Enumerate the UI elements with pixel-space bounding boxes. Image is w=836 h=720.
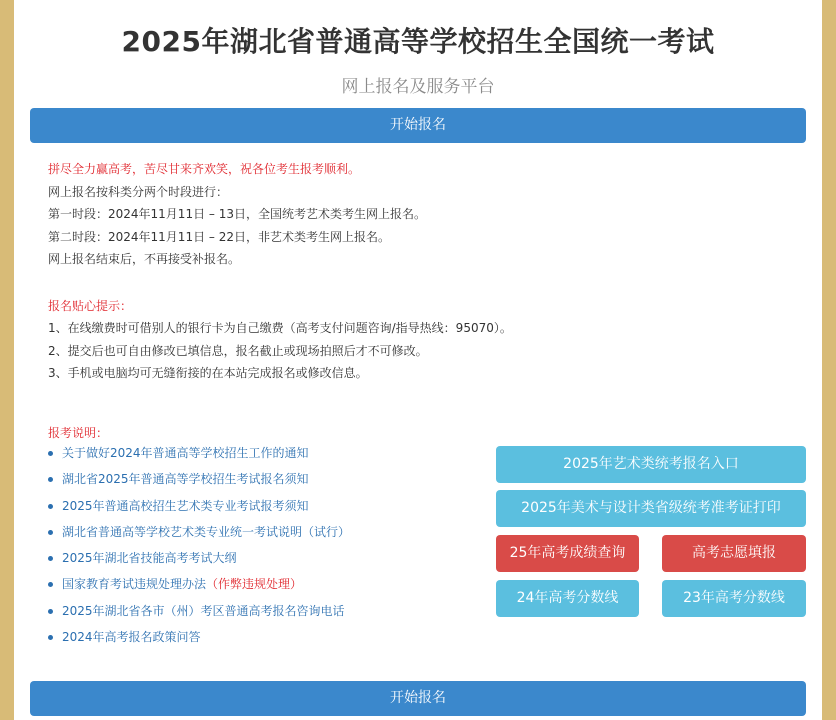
- explanation-link[interactable]: 2025年普通高校招生艺术类专业考试报考须知: [48, 493, 508, 519]
- main-panel: [14, 0, 822, 720]
- slogan-text: 拼尽全力赢高考，苦尽甘来齐欢笑，祝各位考生报考顺利。: [48, 162, 361, 176]
- start-registration-button-bottom[interactable]: 开始报名: [30, 681, 806, 716]
- explanation-link[interactable]: 湖北省2025年普通高等学校招生考试报名须知: [48, 466, 508, 492]
- page-title: 2025年湖北省普通高等学校招生全国统一考试: [121, 25, 715, 58]
- art-admission-ticket-button[interactable]: 2025年美术与设计类省级统考准考证打印: [496, 490, 806, 527]
- explanation-heading: 报考说明：: [48, 425, 109, 440]
- art-entry-button[interactable]: 2025年艺术类统考报名入口: [496, 446, 806, 483]
- notice-line: 第二时段：2024年11月11日 – 22日，非艺术类考生网上报名。: [48, 229, 390, 244]
- volunteer-button[interactable]: 高考志愿填报: [662, 535, 806, 572]
- tip-item: 1、在线缴费时可借别人的银行卡为自己缴费（高考支付问题咨询/指导热线：95070）。: [48, 321, 512, 335]
- score-line-24-button[interactable]: 24年高考分数线: [496, 580, 639, 617]
- tips-heading: 报名贴心提示：: [48, 298, 133, 313]
- explanation-links: [48, 440, 508, 650]
- notice-section: [48, 158, 788, 444]
- score-line-23-button[interactable]: 23年高考分数线: [662, 580, 806, 617]
- notice-line: 第一时段：2024年11月11日 – 13日，全国统考艺术类考生网上报名。: [48, 207, 426, 221]
- explanation-link[interactable]: 湖北省普通高等学校艺术类专业统一考试说明（试行）: [48, 519, 508, 545]
- page-subtitle: 网上报名及服务平台: [341, 77, 495, 97]
- tip-item: 3、手机或电脑均可无缝衔接的在本站完成报名或修改信息。: [48, 366, 368, 380]
- notice-line: 网上报名按科类分两个时段进行：: [48, 184, 229, 199]
- explanation-link[interactable]: 2025年湖北省各市（州）考区普通高考报名咨询电话: [48, 598, 508, 624]
- tip-item: 2、提交后也可自由修改已填信息，报名截止或现场拍照后才不可修改。: [48, 343, 428, 358]
- explanation-link[interactable]: 国家教育考试违规处理办法（作弊违规处理）: [48, 571, 508, 597]
- explanation-link[interactable]: 2024年高考报名政策问答: [48, 624, 508, 650]
- score-query-button[interactable]: 25年高考成绩查询: [496, 535, 639, 572]
- explanation-link[interactable]: 关于做好2024年普通高等学校招生工作的通知: [48, 440, 508, 466]
- violation-note[interactable]: （作弊违规处理）: [206, 577, 303, 592]
- notice-line: 网上报名结束后，不再接受补报名。: [48, 252, 241, 266]
- start-registration-button-top[interactable]: 开始报名: [30, 108, 806, 143]
- explanation-link[interactable]: 2025年湖北省技能高考考试大纲: [48, 545, 508, 571]
